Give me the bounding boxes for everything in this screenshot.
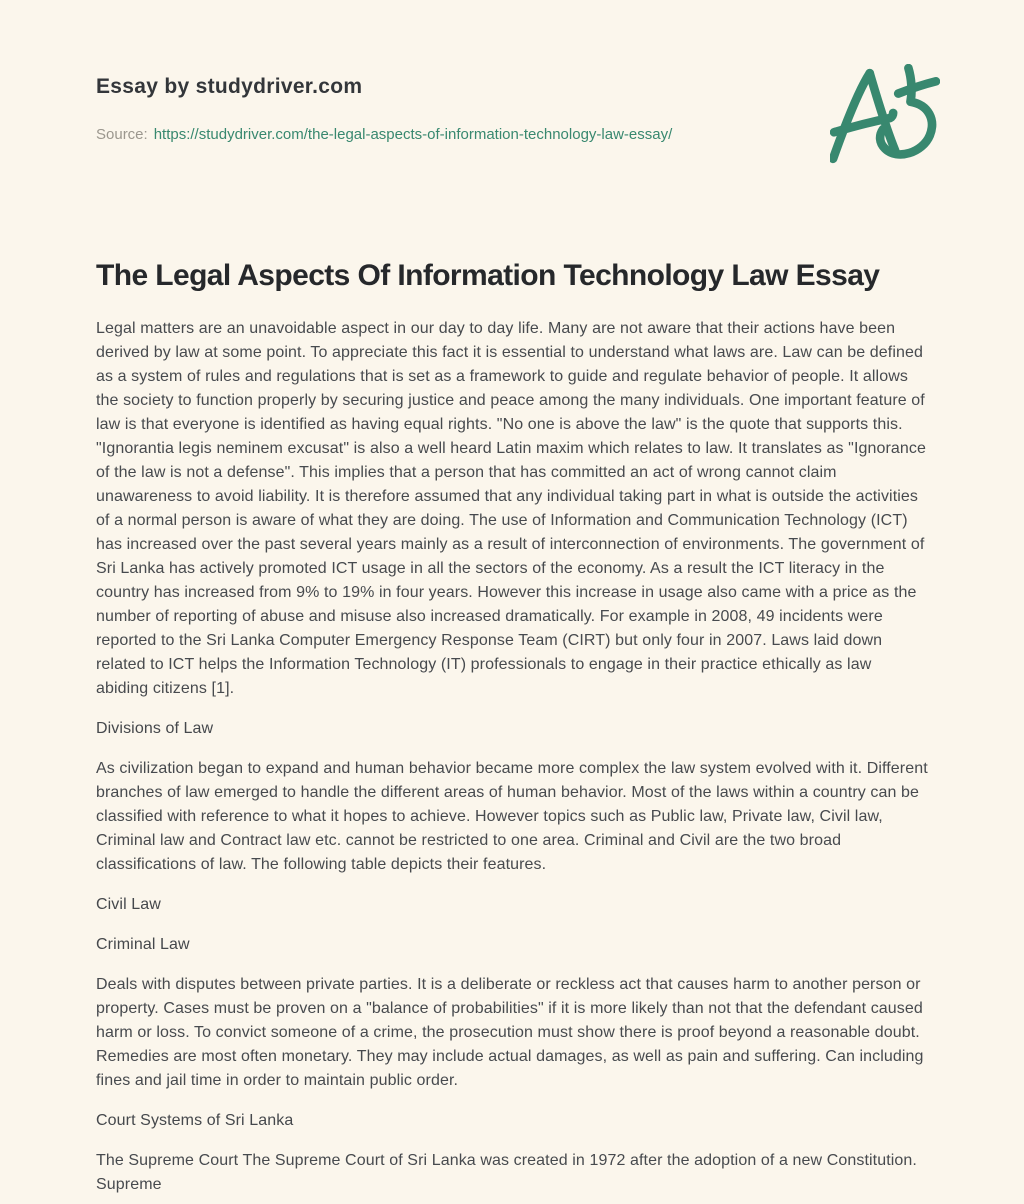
source-row [96,125,928,145]
byline: Essay by studydriver.com [96,75,363,98]
source-link[interactable]: https://studydriver.com/the-legal-aspects-of-information-technology-law-essay/ [153,126,673,143]
section-heading-civil-law: Civil Law [96,896,161,913]
article [0,257,1024,1197]
article-paragraph-supreme-court: The Supreme Court The Supreme Court of Sri Lanka was created in 1972 after the adoption of a new Constitution. Supreme [96,1152,917,1193]
section-heading-criminal-law: Criminal Law [96,936,190,953]
page-title: The Legal Aspects Of Information Technology Law Essay [96,259,880,292]
section-heading-court-systems: Court Systems of Sri Lanka [96,1112,294,1129]
article-paragraph-civil-criminal: Deals with disputes between private parties. It is a deliberate or reckless act that causes harm to another person or property. Cases must be proven on a "balance of probabilities" if it is more likely than not that the defendant caused harm or loss. To convict someone of a crime, the prosecution must show there is proof beyond a reasonable doubt. Remedies are most often monetary. They may include actual damages, as well as pain and suffering. Can including fines and jail time in order to maintain public order. [96,976,924,1089]
article-paragraph-divisions: As civilization began to expand and human behavior became more complex the law system evolved with it. Different branches of law emerged to handle the different areas of human behavior. Most of the laws within a country can be classified with reference to what it hopes to achieve. However topics such as Public law, Private law, Civil law, Criminal law and Contract law etc. cannot be restricted to one area. Criminal and Civil are the two broad classifications of law. The following table depicts their features. [96,760,928,873]
a-plus-logo-icon [830,64,940,170]
article-paragraph-intro: Legal matters are an unavoidable aspect in our day to day life. Many are not aware that their actions have been derived by law at some point. To appreciate this fact it is essential to understand what laws are. Law can be defined as a system of rules and regulations that is set as a framework to guide and regulate behavior of people. It allows the society to function properly by securing justice and peace among the many individuals. One important feature of law is that everyone is identified as having equal rights. "No one is above the law" is the quote that supports this. "Ignorantia legis neminem excusat" is also a well heard Latin maxim which relates to law. It translates as "Ignorance of the law is not a defense". This implies that a person that has committed an act of wrong cannot claim unawareness to avoid liability. It is therefore assumed that any individual taking part in what is outside the activities of a normal person is aware of what they are doing. The use of Information and Communication Technology (ICT) has increased over the past several years mainly as a result of interconnection of environments. The government of Sri Lanka has actively promoted ICT usage in all the sectors of the economy. As a result the ICT literacy in the country has increased from 9% to 19% in four years. However this increase in usage also came with a price as the number of reporting of abuse and misuse also increased dramatically. For example in 2008, 49 incidents were reported to the Sri Lanka Computer Emergency Response Team (CIRT) but only four in 2007. Laws laid down related to ICT helps the Information Technology (IT) professionals to engage in their practice ethically as law abiding citizens [1]. [96,320,927,697]
section-heading-divisions-of-law: Divisions of Law [96,720,214,737]
document-header [0,0,1024,145]
article-content [96,317,928,1197]
source-label: Source: [96,126,148,143]
